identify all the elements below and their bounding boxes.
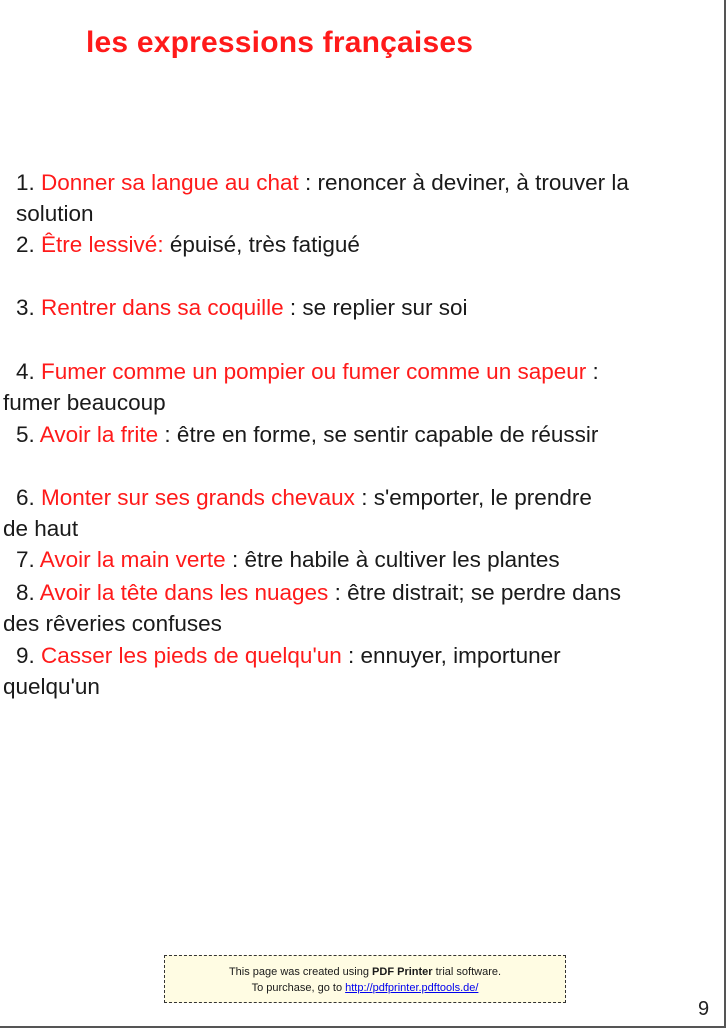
expression: Être lessivé:: [41, 232, 164, 257]
item-number: 4.: [16, 359, 35, 384]
definition: : ennuyer, importuner: [341, 643, 561, 668]
list-item: [16, 359, 599, 385]
product-name: PDF Printer: [372, 966, 433, 978]
list-item: [16, 547, 560, 573]
page-title: les expressions françaises: [86, 26, 474, 59]
expression: Rentrer dans sa coquille: [41, 295, 284, 320]
definition-continuation: fumer beaucoup: [3, 390, 166, 415]
expression: Avoir la frite: [39, 422, 159, 447]
definition: : s'emporter, le prendre: [354, 485, 592, 510]
list-item: [16, 170, 629, 196]
list-item: [16, 422, 598, 448]
trial-notice: [164, 955, 566, 1003]
item-number: 6.: [16, 485, 35, 510]
definition: : être distrait; se perdre dans: [328, 580, 621, 605]
notice-text: To purchase, go to: [251, 982, 346, 994]
item-number: 3.: [16, 295, 35, 320]
notice-text: trial software.: [432, 966, 502, 978]
definition: : être habile à cultiver les plantes: [225, 547, 560, 572]
definition: :: [586, 359, 599, 384]
definition: épuisé, très fatigué: [163, 232, 360, 257]
expression: Avoir la main verte: [39, 547, 226, 572]
list-item: [16, 232, 360, 258]
notice-line-1: [165, 964, 565, 980]
list-item: [16, 580, 621, 606]
definition: : se replier sur soi: [283, 295, 468, 320]
expression: Fumer comme un pompier ou fumer comme un sapeur: [41, 359, 587, 384]
definition-continuation: solution: [16, 201, 94, 226]
list-item: [16, 485, 592, 511]
item-number: 8.: [16, 580, 35, 605]
item-number: 1.: [16, 170, 35, 195]
definition-continuation: des rêveries confuses: [3, 611, 222, 636]
notice-line-2: [165, 980, 565, 996]
expression: Donner sa langue au chat: [41, 170, 299, 195]
list-item: [16, 295, 467, 321]
definition-continuation: de haut: [3, 516, 79, 541]
notice-text: This page was created using: [228, 966, 373, 978]
list-item: [16, 643, 561, 669]
expression: Casser les pieds de quelqu'un: [41, 643, 342, 668]
definition-continuation: quelqu'un: [3, 674, 100, 699]
purchase-link[interactable]: http://pdfprinter.pdftools.de/: [345, 982, 479, 994]
item-number: 2.: [16, 232, 35, 257]
item-number: 7.: [16, 547, 35, 572]
item-number: 9.: [16, 643, 35, 668]
expression: Avoir la tête dans les nuages: [39, 580, 329, 605]
definition: : être en forme, se sentir capable de réussir: [158, 422, 599, 447]
expression: Monter sur ses grands chevaux: [41, 485, 355, 510]
definition: : renoncer à deviner, à trouver la: [298, 170, 629, 195]
item-number: 5.: [16, 422, 35, 447]
page-number: 9: [698, 998, 710, 1020]
